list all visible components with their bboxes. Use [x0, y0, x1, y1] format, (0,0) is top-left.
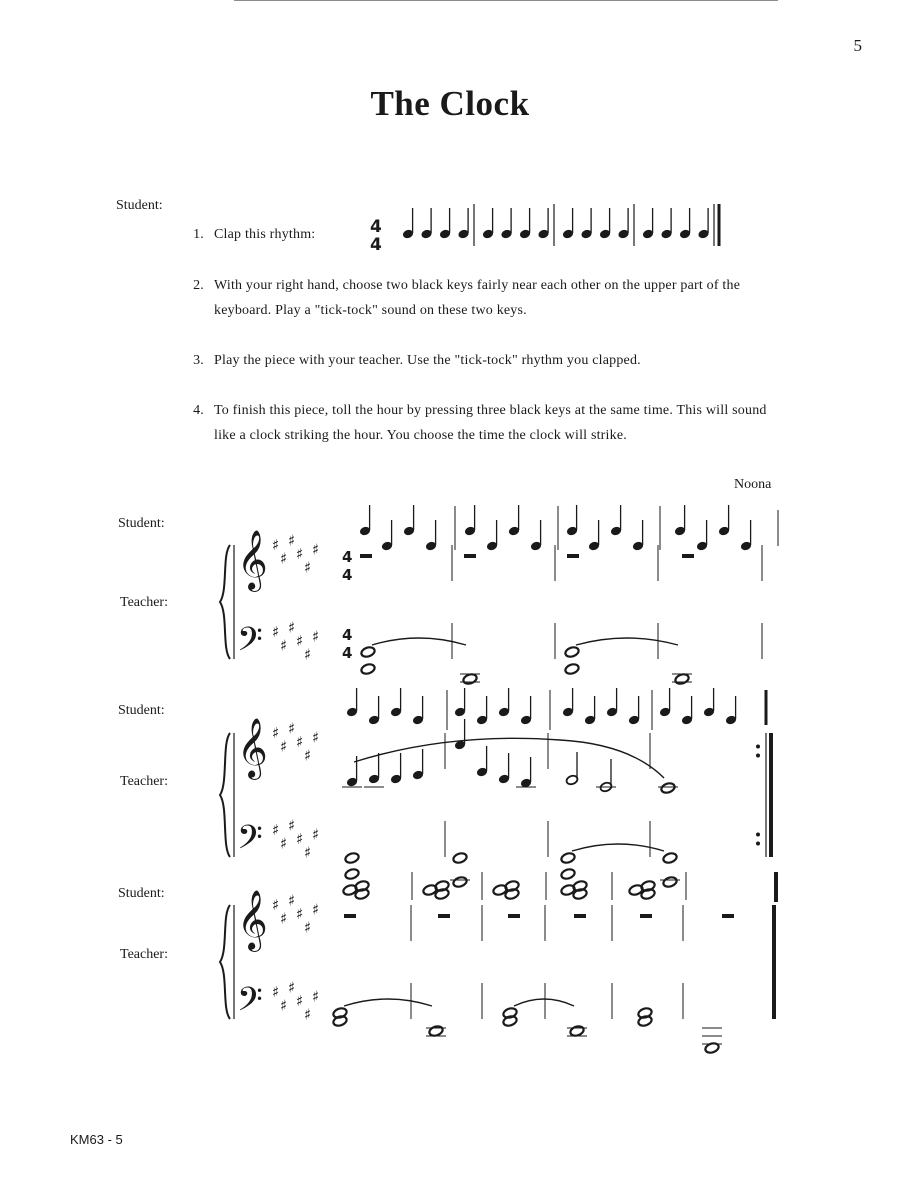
whole-note [452, 852, 468, 865]
student-label: Student: [118, 703, 165, 718]
whole-note [662, 876, 678, 889]
page-number: 5 [853, 36, 862, 55]
teacher-label: Teacher: [120, 774, 168, 789]
brace [220, 733, 230, 857]
teacher-label: Teacher: [120, 595, 168, 610]
sharp-icon: ♯ [304, 746, 312, 765]
whole-note [560, 852, 576, 865]
whole-rest [508, 914, 520, 918]
time-signature-bottom: 4 [342, 566, 353, 584]
composer-name: Noona [734, 477, 772, 492]
instruction-number: 4. [193, 403, 204, 418]
tie-slur [344, 999, 432, 1006]
whole-rest [640, 914, 652, 918]
whole-note [569, 1025, 585, 1038]
instruction-text: Play the piece with your teacher. Use the "tick-tock" rhythm you clapped. [214, 353, 641, 368]
sharp-icon: ♯ [288, 618, 296, 637]
repeat-dot [756, 833, 760, 837]
student-label: Student: [118, 886, 165, 901]
student-label: Student: [118, 516, 165, 531]
sharp-icon: ♯ [304, 1005, 312, 1024]
whole-note [462, 673, 478, 686]
teacher-label: Teacher: [120, 947, 168, 962]
sharp-icon: ♯ [272, 623, 280, 641]
sharp-icon: ♯ [280, 737, 288, 756]
sharp-icon: ♯ [280, 834, 288, 853]
whole-note [560, 868, 576, 881]
sharp-icon: ♯ [280, 909, 288, 928]
page-title: The Clock [370, 84, 530, 123]
sharp-icon: ♯ [272, 724, 280, 742]
time-signature-top: 4 [342, 548, 353, 566]
whole-note [344, 852, 360, 865]
sharp-icon: ♯ [288, 816, 296, 835]
student-heading: Student: [116, 198, 163, 213]
sharp-icon: ♯ [304, 558, 312, 577]
treble-clef-icon: 𝄞 [237, 718, 268, 778]
rhythm-time-top: 4 [370, 217, 382, 237]
time-signature-top: 4 [342, 626, 353, 644]
sharp-icon: ♯ [304, 918, 312, 937]
instruction-text: With your right hand, choose two black keys fairly near each other on the upper part of the keyboard. Play a "tick-tock" sound on these two keys. [214, 278, 741, 318]
rhythm-time-bottom: 4 [370, 235, 382, 255]
whole-note [452, 876, 468, 889]
repeat-dot [756, 842, 760, 846]
sharp-icon: ♯ [312, 728, 320, 747]
instruction-number: 3. [193, 353, 204, 368]
whole-note [564, 663, 580, 676]
sharp-icon: ♯ [296, 545, 304, 563]
sharp-icon: ♯ [288, 978, 296, 997]
sharp-icon: ♯ [280, 549, 288, 568]
treble-clef-icon: 𝄞 [237, 890, 268, 950]
sharp-icon: ♯ [296, 830, 304, 848]
tie-slur [576, 638, 678, 645]
sharp-icon: ♯ [296, 632, 304, 650]
time-signature-bottom: 4 [342, 644, 353, 662]
sharp-icon: ♯ [288, 891, 296, 910]
sharp-icon: ♯ [272, 536, 280, 554]
tie-slur [514, 999, 574, 1006]
sharp-icon: ♯ [304, 843, 312, 862]
whole-rest [682, 554, 694, 558]
bass-clef-icon: 𝄢 [237, 621, 263, 667]
brace [220, 545, 230, 659]
sharp-icon: ♯ [312, 825, 320, 844]
instruction-number: 1. [193, 227, 204, 242]
whole-rest [438, 914, 450, 918]
sharp-icon: ♯ [272, 896, 280, 914]
brace [220, 905, 230, 1019]
whole-note [360, 663, 376, 676]
sharp-icon: ♯ [296, 905, 304, 923]
bass-clef-icon: 𝄢 [237, 981, 263, 1027]
whole-note [360, 646, 376, 659]
whole-rest [360, 554, 372, 558]
sharp-icon: ♯ [272, 983, 280, 1001]
instruction-text: To finish this piece, toll the hour by pressing three black keys at the same time. This will sound like a clock striking the hour. You choose the time the clock will strike. [214, 403, 767, 443]
whole-rest [567, 554, 579, 558]
sharp-icon: ♯ [296, 733, 304, 751]
footer-code: KM63 - 5 [70, 1132, 123, 1147]
sharp-icon: ♯ [312, 987, 320, 1006]
whole-rest [464, 554, 476, 558]
sharp-icon: ♯ [288, 531, 296, 550]
whole-note [564, 646, 580, 659]
whole-note [674, 673, 690, 686]
instruction-text: Clap this rhythm: [214, 227, 316, 242]
bass-clef-icon: 𝄢 [237, 819, 263, 865]
sharp-icon: ♯ [312, 627, 320, 646]
sharp-icon: ♯ [312, 540, 320, 559]
sharp-icon: ♯ [272, 821, 280, 839]
sharp-icon: ♯ [288, 719, 296, 738]
instruction-number: 2. [193, 278, 204, 293]
sharp-icon: ♯ [304, 645, 312, 664]
whole-note [662, 852, 678, 865]
whole-note [660, 782, 676, 795]
whole-rest [344, 914, 356, 918]
treble-clef-icon: 𝄞 [237, 530, 268, 590]
whole-rest [722, 914, 734, 918]
sharp-icon: ♯ [296, 992, 304, 1010]
sharp-icon: ♯ [312, 900, 320, 919]
whole-note [344, 868, 360, 881]
whole-rest [574, 914, 586, 918]
sharp-icon: ♯ [280, 636, 288, 655]
repeat-dot [756, 754, 760, 758]
repeat-dot [756, 745, 760, 749]
whole-note [428, 1025, 444, 1038]
sharp-icon: ♯ [280, 996, 288, 1015]
